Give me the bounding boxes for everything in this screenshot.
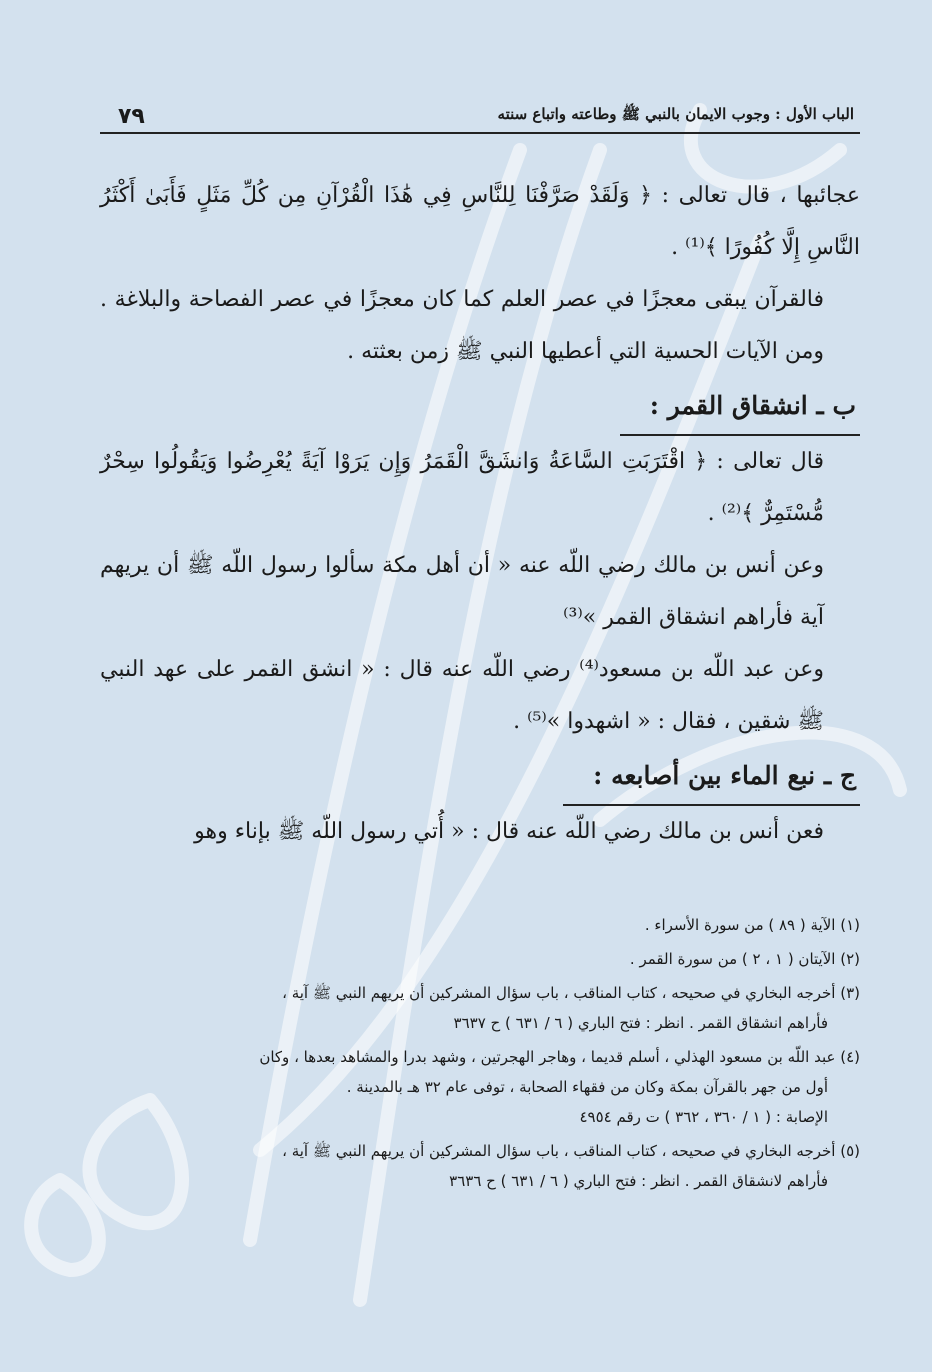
- page-number: ٧٩: [118, 103, 145, 129]
- heading-text: ج ـ نبع الماء بين أصابعه :: [563, 752, 860, 806]
- paragraph-miracle: فالقرآن يبقى معجزًا في عصر العلم كما كان معجزًا في عصر الفصاحة والبلاغة . ومن الآيات الحسية التي أعطيها النبي ﷺ زمن بعثته .: [100, 287, 824, 364]
- footnote-1: (١) الآية ( ٨٩ ) من سورة الأسراء .: [644, 916, 860, 934]
- paragraph-water-hadith: فعن أنس بن مالك رضي اللّه عنه قال : « أُتي رسول اللّه ﷺ بإناء وهو: [194, 819, 824, 844]
- heading-text: ب ـ انشقاق القمر :: [620, 382, 860, 436]
- paragraph-ibn-masud-hadith: وعن عبد اللّه بن مسعود⁽⁴⁾ رضي اللّه عنه قال : « انشق القمر على عهد النبي ﷺ شقين ، فقال : « اشهدوا »⁽⁵⁾ .: [100, 657, 824, 734]
- running-header: [100, 100, 860, 134]
- footnotes: [100, 910, 860, 1200]
- section-heading-water-fingers: [100, 752, 860, 806]
- footnote-5: (٥) أخرجه البخاري في صحيحه ، كتاب المناقب ، باب سؤال المشركين أن يريهم النبي ﷺ آية ، فأراهم لانشقاق القمر . انظر : فتح الباري ( ٦ / ٦٣١ ) ح ٣٦٣٦: [282, 1142, 860, 1190]
- paragraph-quran-verse-2: قال تعالى : ﴿ اقْتَرَبَتِ السَّاعَةُ وَانشَقَّ الْقَمَرُ وَإِن يَرَوْا آيَةً يُعْرِضُوا وَيَقُولُوا سِحْرٌ مُّسْتَمِرٌّ ﴾⁽²⁾ .: [100, 449, 824, 526]
- section-heading-moon-splitting: [100, 382, 860, 436]
- header-title: الباب الأول : وجوب الايمان بالنبي ﷺ وطاعته واتباع سنته: [497, 105, 854, 123]
- paragraph-quran-verse-1: عجائبها ، قال تعالى : ﴿ وَلَقَدْ صَرَّفْنَا لِلنَّاسِ فِي هَٰذَا الْقُرْآنِ مِن كُلِّ مَثَلٍ فَأَبَىٰ أَكْثَرُ النَّاسِ إِلَّا كُفُورًا ﴾⁽¹⁾ .: [100, 183, 860, 260]
- main-text: [100, 170, 860, 858]
- footnote-3: (٣) أخرجه البخاري في صحيحه ، كتاب المناقب ، باب سؤال المشركين أن يريهم النبي ﷺ آية ، فأراهم انشقاق القمر . انظر : فتح الباري ( ٦ / ٦٣١ ) ح ٣٦٣٧: [282, 984, 860, 1032]
- page: [100, 0, 860, 1372]
- footnote-2: (٢) الآيتان ( ١ ، ٢ ) من سورة القمر .: [629, 950, 860, 968]
- footnote-4: (٤) عبد اللّه بن مسعود الهذلي ، أسلم قديما ، وهاجر الهجرتين ، وشهد بدرا والمشاهد بعدها ، وكان أول من جهر بالقرآن بمكة وكان من فقهاء الصحابة ، توفى عام ٣٢ هـ بالمدينة . الإصابة : ( ١ / ٣٦٠ ، ٣٦٢ ) ت رقم ٤٩٥٤: [259, 1048, 860, 1126]
- paragraph-anas-hadith: وعن أنس بن مالك رضي اللّه عنه « أن أهل مكة سألوا رسول اللّه ﷺ أن يريهم آية فأراهم انشقاق القمر »⁽³⁾: [100, 553, 824, 630]
